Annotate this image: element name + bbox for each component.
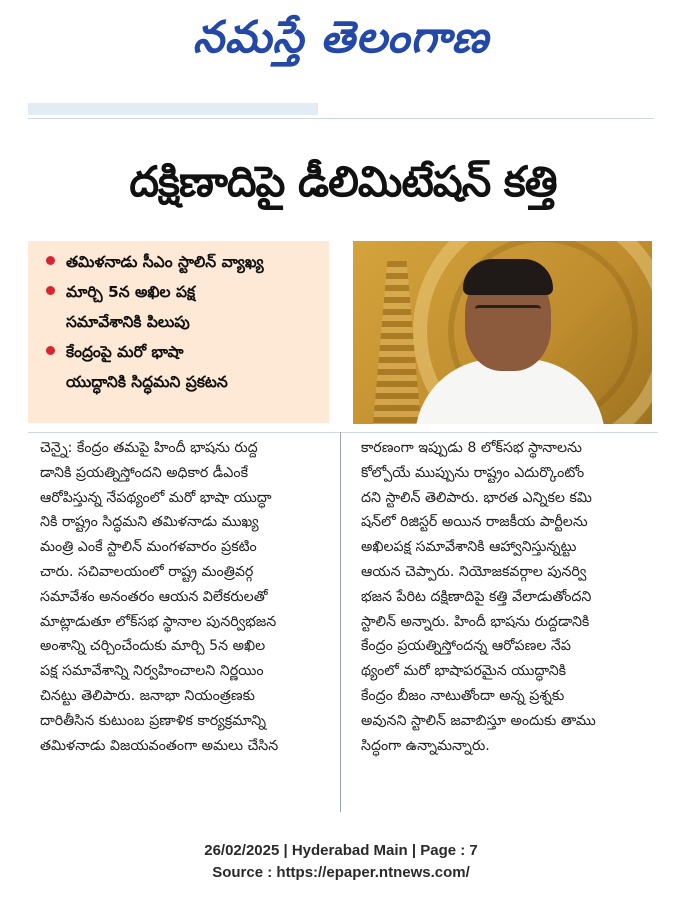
article-line: సమావేశం అనంతరం ఆయన విలేకరులతో xyxy=(40,588,268,605)
article-line: నికి రాష్ట్రం సిద్ధమని తమిళనాడు ముఖ్య xyxy=(40,514,259,531)
article-column-right xyxy=(361,436,651,758)
temple-tower-icon xyxy=(373,261,421,424)
highlight-line: యుద్ధానికి సిద్ధమని ప్రకటన xyxy=(66,373,228,391)
highlight-line: మార్చి 5న అఖిల పక్ష xyxy=(66,283,196,301)
header-rule-bar xyxy=(28,103,318,115)
column-divider xyxy=(340,432,341,812)
article-line: చెన్నై: కేంద్రం తమపై హిందీ భాషను రుద్ద xyxy=(40,440,258,456)
bullet-dot-icon xyxy=(46,286,55,295)
article-line: దారితీసిన కుటుంబ ప్రణాళిక కార్యక్రమాన్ని xyxy=(40,712,267,729)
footer-edition: 26/02/2025 | Hyderabad Main | Page : 7 xyxy=(204,842,478,859)
article-line: పక్ష సమావేశాన్ని నిర్వహించాలని నిర్ణయిం xyxy=(40,663,264,680)
highlight-line: కేంద్రంపై మరో భాషా xyxy=(66,343,184,361)
article-line: సిద్ధంగా ఉన్నామన్నారు. xyxy=(361,737,490,754)
highlight-item xyxy=(46,277,319,337)
headline: దక్షిణాదిపై డీలిమిటేషన్ కత్తి xyxy=(129,157,557,206)
highlight-item xyxy=(46,247,319,277)
highlight-item xyxy=(46,337,319,397)
header-rule-line xyxy=(28,118,654,119)
article-line: అఖిలపక్ష సమావేశానికి ఆహ్వానిస్తున్నట్టు xyxy=(361,539,577,556)
article-line: కారణంగా ఇప్పుడు 8 లోక్‌సభ స్థానాలను xyxy=(361,440,582,456)
article-line: మాట్లాడుతూ లోక్‌సభ స్థానాల పునర్విభజన xyxy=(40,613,277,630)
article-line: చినట్టు తెలిపారు. జనాభా నియంత్రణకు xyxy=(40,687,255,704)
article-line: కేంద్రం బీజం నాటుతోందా అన్న ప్రశ్నకు xyxy=(361,687,565,704)
article-line: చారు. సచివాలయంలో రాష్ట్ర మంత్రివర్గ xyxy=(40,563,254,580)
article-line: దని స్టాలిన్ తెలిపారు. భారత ఎన్నికల కమి xyxy=(361,489,592,506)
article-line: భజన పేరిట దక్షిణాదిపై కత్తి వేలాడుతోందని xyxy=(361,588,592,605)
person-hair xyxy=(463,259,553,295)
article-line: తమిళనాడు విజయవంతంగా అమలు చేసిన xyxy=(40,737,279,754)
article-line: మంత్రి ఎంకే స్టాలిన్ మంగళవారం ప్రకటిం xyxy=(40,539,257,556)
article-line: థ్యంలో మరో భాషాపరమైన యుద్ధానికి xyxy=(361,663,567,680)
article-top-rule xyxy=(28,432,658,433)
bullet-dot-icon xyxy=(46,256,55,265)
article-column-left xyxy=(40,436,328,758)
article-line: కేంద్రం ప్రయత్నిస్తోందన్న ఆరోపణల నేప xyxy=(361,638,571,655)
person-glasses xyxy=(475,305,541,322)
highlight-line: తమిళనాడు సీఎం స్టాలిన్ వ్యాఖ్య xyxy=(66,253,264,271)
article-line: అవునని స్టాలిన్ జవాబిస్తూ అందుకు తాము xyxy=(361,712,596,729)
bullet-dot-icon xyxy=(46,346,55,355)
highlights-box xyxy=(28,241,329,423)
stalin-photo xyxy=(353,241,652,424)
article-line: కోల్పోయే ముప్పును రాష్ట్రం ఎదుర్కొంటోం xyxy=(361,464,585,481)
article-line: డానికి ప్రయత్నిస్తోందని అధికార డీఎంకే xyxy=(40,464,248,481)
article-line: ఆయన చెప్పారు. నియోజకవర్గాల పునర్వి xyxy=(361,563,587,580)
highlight-line: సమావేశానికి పిలుపు xyxy=(66,313,190,331)
masthead-title: నమస్తే తెలంగాణ xyxy=(192,12,490,63)
article-line: స్టాలిన్ అన్నారు. హిందీ భాషను రుద్దడానికి xyxy=(361,613,590,630)
article-line: ఆరోపిస్తున్న నేపథ్యంలో మరో భాషా యుద్ధా xyxy=(40,489,272,506)
article-line: అంశాన్ని చర్చించేందుకు మార్చి 5న అఖిల xyxy=(40,638,266,655)
article-line: షన్‌లో రిజిస్టర్ అయిన రాజకీయ పార్టీలను xyxy=(361,514,588,531)
footer-source: Source : https://epaper.ntnews.com/ xyxy=(212,864,470,881)
